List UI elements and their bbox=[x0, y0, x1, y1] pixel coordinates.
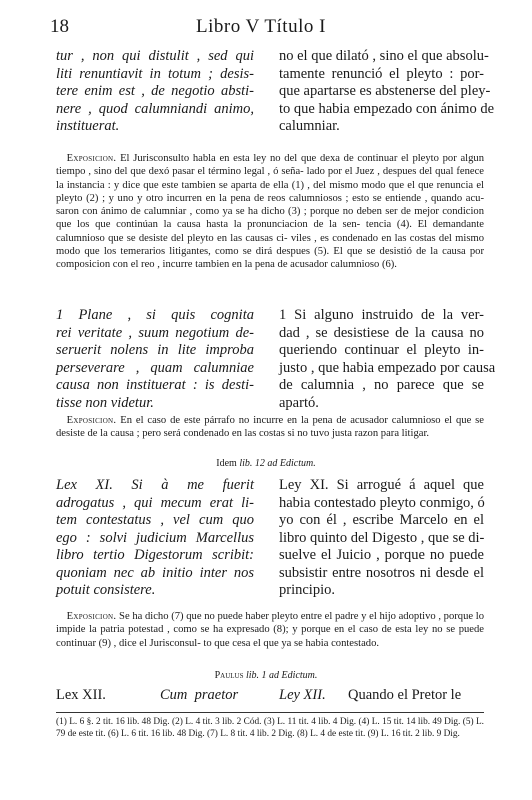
latin-law-words: Cum praetor bbox=[160, 687, 239, 703]
spanish-line: to que habia empezado con ánimo de bbox=[279, 100, 495, 117]
exposicion-paragraph-3 bbox=[56, 610, 484, 650]
footnote-line: tit. 14 lib. 49 Dig. (5) L. 79 de este tit. (6) L. 6 tit. 16 lib. 48 Dig. (7) L. 8 tit. 4 lib. 2 bbox=[56, 717, 484, 739]
latin-line: ego : solvi judicium Marcellus bbox=[56, 529, 254, 546]
exposicion-paragraph-2 bbox=[56, 414, 484, 441]
latin-line: tem contestatus , vel cum quo bbox=[56, 512, 254, 528]
latin-line: 1 Plane , si quis cognita bbox=[56, 307, 254, 323]
latin-line: tur , non qui distulit , sed qui bbox=[56, 48, 254, 64]
spanish-line: apartó. bbox=[279, 394, 319, 411]
footnotes bbox=[56, 716, 484, 740]
reference-book: lib. 12 ad Edictum. bbox=[239, 458, 316, 469]
exposicion-line: mejor condicion que los que continúan la causa hasta la pronunciacion de la sen- bbox=[56, 206, 485, 231]
spanish-line: suelve el Juicio , porque no puede bbox=[279, 547, 484, 563]
reference-author: Idem bbox=[216, 458, 237, 469]
latin-line: Lex XI. Si à me fuerit bbox=[56, 477, 254, 493]
exposicion-line: tencia (4). El demandante calumnioso que se desiste del pleyto en las causas ci- bbox=[56, 219, 484, 244]
spanish-line: 1 Si alguno instruido de la ver- bbox=[279, 307, 484, 323]
latin-line: tisse non videtur. bbox=[56, 394, 154, 411]
spanish-line: justo , que habia empezado por causa bbox=[279, 359, 496, 376]
page-number: 18 bbox=[50, 16, 69, 37]
latin-line: perseverare , quam calumniae bbox=[56, 359, 254, 376]
exposicion-line: hijo adoptivo , porque lo impide la patria potestad , como se ha expresado (8); bbox=[56, 611, 485, 636]
footnote-line: (1) L. 6 §. 2 tit. 16 lib. 48 Dig. (2) L. 4 tit. 3 lib. 2 Cód. (3) L. 11 tit. 4 lib. 4 Dig. (4) L. 15 bbox=[56, 717, 392, 727]
exposicion-line: to que cesa el que ya se habia contestado. bbox=[203, 637, 380, 649]
spanish-text-block-2 bbox=[279, 307, 496, 412]
footnote-divider bbox=[56, 712, 484, 713]
latin-text-block-1 bbox=[56, 48, 254, 136]
latin-line: adrogatus , qui mecum erat li- bbox=[56, 494, 254, 511]
exposicion-line: y otro incurren en la pena de reos calumniosos ; esto se entiende , quando acu- bbox=[137, 192, 484, 204]
latin-text-block-2 bbox=[56, 307, 254, 412]
exposicion-paragraph-1 bbox=[56, 152, 484, 272]
spanish-text-block-3 bbox=[279, 477, 484, 600]
latin-line: potuit consistere. bbox=[56, 582, 156, 598]
exposicion-line: no tuvo justa razon para litigar. bbox=[297, 428, 430, 440]
spanish-line: dad , se desistiese de la causa no bbox=[279, 324, 484, 341]
exposicion-line: se aparta de ella (1) , del mismo modo que el que renuncia el pleyto (2) ; y uno bbox=[56, 179, 484, 204]
latin-line: rei veritate , suum negotium de- bbox=[56, 324, 254, 341]
latin-line: nere , quod calumniandi animo, bbox=[56, 100, 254, 117]
latin-line: seruerit nolens in lite improba bbox=[56, 342, 254, 358]
latin-law-number: Lex XII. bbox=[56, 687, 106, 703]
exposicion-line: Exposicion. Se ha dicho (7) que no puede haber pleyto entre el padre y el bbox=[66, 611, 377, 622]
spanish-line: principio. bbox=[279, 582, 335, 598]
exposicion-line: Exposicion. El Jurisconsulto habla en esta ley no del que dexa de continuar bbox=[66, 153, 398, 164]
latin-text-block-3 bbox=[56, 477, 254, 600]
source-reference-1 bbox=[46, 458, 486, 469]
source-reference-2 bbox=[46, 670, 486, 681]
exposicion-line: calumnioso el que se desiste de la causa ; pero será condenado en las costas si bbox=[56, 415, 484, 440]
spanish-line: subsistir entre nosotros ni desde el bbox=[279, 564, 484, 581]
spanish-line: Ley XI. Si arrogué á aquel que bbox=[279, 477, 484, 493]
spanish-line: que apartarse es abstenerse del pley- bbox=[279, 83, 491, 99]
exposicion-line: saron con ánimo de calumniar , como ya se ha dicho (3) ; porque no deben ser de bbox=[56, 206, 411, 218]
spanish-line: yo con él , escribe Marcelo en el bbox=[279, 512, 484, 528]
spanish-line: habia contestado pleyto conmigo, ó bbox=[279, 494, 485, 511]
exposicion-line: como se dirá despues (5). El que se desistió de la causa por composicion con bbox=[56, 246, 484, 271]
exposicion-label: Exposicion. bbox=[66, 153, 117, 164]
exposicion-line: el reo , incurre tambien en la pena de acusador calumnioso (6). bbox=[130, 259, 397, 271]
latin-line: tere enim est , de negotio absti- bbox=[56, 83, 254, 99]
exposicion-line: el pleyto por algun tiempo , sino del que dexó pasar el término legal , ó seña- bbox=[56, 153, 484, 178]
latin-line: quoniam nec ab initio inter nos bbox=[56, 564, 254, 581]
running-header bbox=[46, 16, 486, 40]
spanish-line: tamente renunció el pleyto : por- bbox=[279, 65, 484, 82]
spanish-line: calumniar. bbox=[279, 118, 340, 134]
book-page bbox=[46, 0, 496, 800]
exposicion-label: Exposicion. bbox=[66, 611, 117, 622]
spanish-line: libro quinto del Digesto , que se di- bbox=[279, 529, 485, 546]
exposicion-line: Exposicion. En el caso de este párrafo no incurre en la pena de acusador bbox=[66, 415, 388, 426]
exposicion-line: lado por el Juez , despues del qual fenece la instancia : y dice que este tambien bbox=[56, 166, 484, 191]
spanish-text-block-1 bbox=[279, 48, 495, 136]
reference-book: lib. 1 ad Edictum. bbox=[246, 670, 318, 681]
exposicion-label: Exposicion. bbox=[66, 415, 117, 426]
spanish-law-number: Ley XII. bbox=[279, 687, 326, 703]
latin-line: liti renuntiavit in totum ; desis- bbox=[56, 65, 254, 82]
latin-line: instituerat. bbox=[56, 118, 120, 134]
footnote-line: Dig. (8) L. 4 de este tit. (9) L. 16 tit. 2 lib. 9 Dig. bbox=[278, 729, 460, 739]
spanish-line: no el que dilató , sino el que absolu- bbox=[279, 48, 489, 64]
exposicion-line: y porque en el caso de esta ley no se puede continuar (9) , dice el Jurisconsul- bbox=[56, 624, 484, 649]
spanish-law-words: Quando el Pretor le bbox=[348, 687, 462, 703]
spanish-line: queriendo continuar el pleyto in- bbox=[279, 342, 484, 358]
spanish-line: de calumnia , no parece que se bbox=[279, 377, 484, 393]
latin-line: causa non instituerat : is desti- bbox=[56, 377, 254, 393]
reference-author: Paulus bbox=[214, 670, 244, 681]
exposicion-line: viles , es condenado en las costas del mismo modo que los temerarios litigantes, bbox=[56, 232, 485, 258]
latin-line: libro tertio Digestorum scribit: bbox=[56, 547, 254, 563]
running-title: Libro V Título I bbox=[196, 16, 326, 37]
